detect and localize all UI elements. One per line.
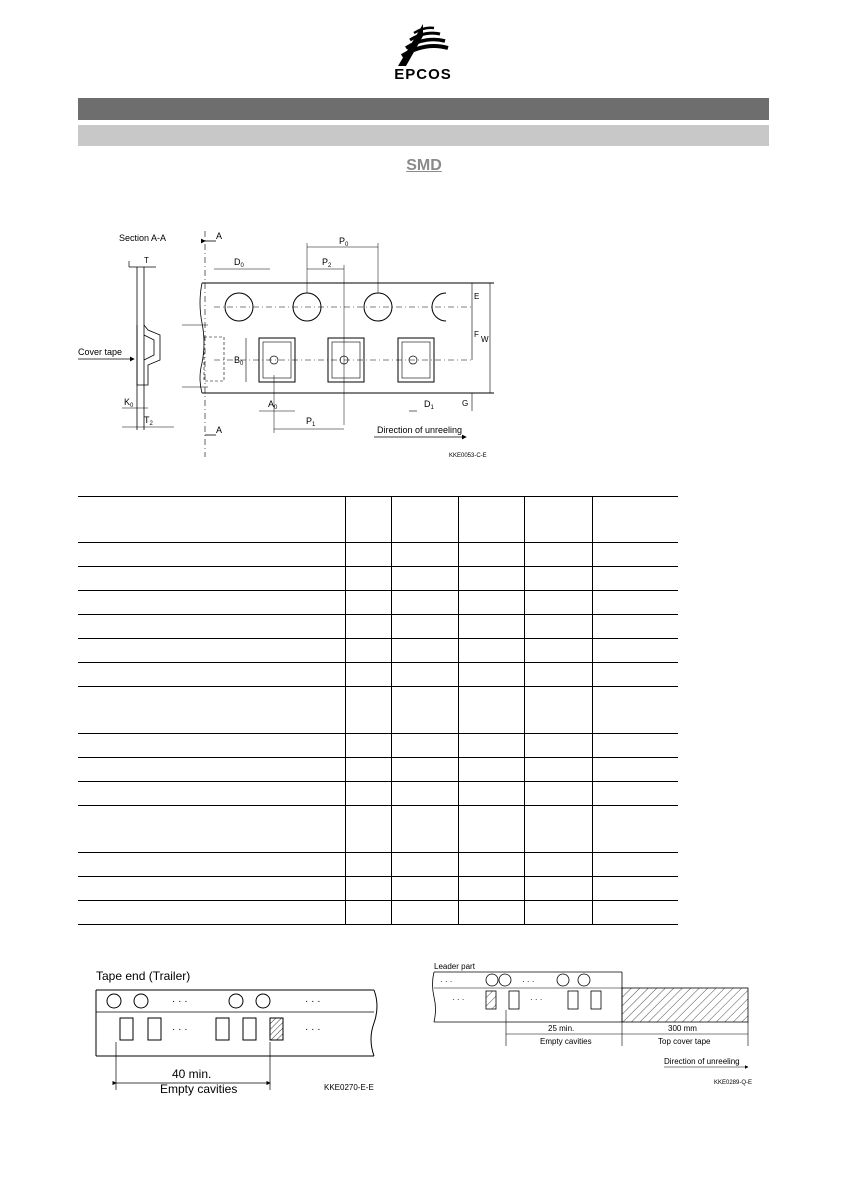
dim-k0: $K_0$	[124, 397, 134, 409]
svg-text:· · ·: · · ·	[305, 996, 321, 1007]
table-row	[78, 543, 678, 567]
trailer-drawing	[90, 966, 390, 1098]
table-header-row	[78, 497, 678, 543]
section-title: SMD	[406, 157, 442, 174]
leader-dim2-caption: Top cover tape	[658, 1037, 711, 1046]
svg-text:· · ·: · · ·	[172, 996, 188, 1007]
leader-direction-label: Direction of unreeling	[664, 1057, 740, 1066]
trailer-title: Tape end (Trailer)	[96, 969, 191, 983]
leader-dim1-caption: Empty cavities	[540, 1037, 592, 1046]
dim-a0: $A_0$	[268, 399, 278, 411]
dim-f: F	[474, 330, 479, 339]
svg-text:· · ·: · · ·	[530, 995, 543, 1004]
leader-title: Leader part	[434, 962, 475, 971]
dim-p2: $P_2$	[322, 257, 332, 269]
table-row	[78, 758, 678, 782]
leader-dim1-label: 25 min.	[548, 1024, 575, 1033]
dim-e: E	[474, 292, 480, 301]
svg-text:· · ·: · · ·	[172, 1024, 188, 1035]
trailer-dim-caption: Empty cavities	[160, 1082, 238, 1096]
dim-d0: $D_0$	[234, 257, 244, 269]
table-row	[78, 567, 678, 591]
svg-text:· · ·: · · ·	[452, 995, 465, 1004]
leader-drawing-code: KKE0289-Q-E	[714, 1080, 753, 1086]
epcos-logo-icon	[390, 22, 456, 68]
brand-name: EPCOS	[394, 66, 452, 83]
tape-drawing	[74, 225, 514, 465]
trailer-drawing-code: KKE0270-E-E	[324, 1083, 374, 1092]
header-band	[78, 98, 769, 120]
dim-d1: $D_1$	[424, 399, 434, 411]
table-row	[78, 806, 678, 853]
table-row	[78, 639, 678, 663]
table-row	[78, 853, 678, 877]
table-row	[78, 782, 678, 806]
cover-tape-label: Cover tape	[78, 347, 123, 357]
dim-w: W	[481, 335, 489, 344]
trailer-dim-label: 40 min.	[172, 1067, 212, 1081]
dim-t: T	[144, 256, 149, 265]
tape-dimension-table	[78, 496, 678, 925]
section-label: Section A-A	[119, 233, 167, 243]
table-row	[78, 901, 678, 925]
table-row	[78, 877, 678, 901]
table-row	[78, 734, 678, 758]
table-row	[78, 663, 678, 687]
dim-b0: $B_0$	[234, 355, 244, 367]
table-row	[78, 591, 678, 615]
dim-g: G	[462, 399, 469, 408]
subheader-band	[78, 125, 769, 146]
cut-label-top: A	[216, 231, 223, 241]
dim-p1: $P_1$	[306, 416, 316, 428]
leader-drawing	[430, 960, 756, 1088]
dim-t2: $T_2$	[144, 415, 153, 427]
leader-dim2-label: 300 mm	[668, 1024, 697, 1033]
svg-text:· · ·: · · ·	[440, 977, 453, 986]
dim-p0: $P_0$	[339, 236, 349, 248]
svg-text:· · ·: · · ·	[522, 977, 535, 986]
drawing-code: KKE0053-C-E	[449, 453, 487, 459]
table-row	[78, 687, 678, 734]
direction-label: Direction of unreeling	[377, 425, 463, 435]
cut-label-bottom: A	[216, 425, 223, 435]
svg-text:· · ·: · · ·	[305, 1024, 321, 1035]
table-row	[78, 615, 678, 639]
